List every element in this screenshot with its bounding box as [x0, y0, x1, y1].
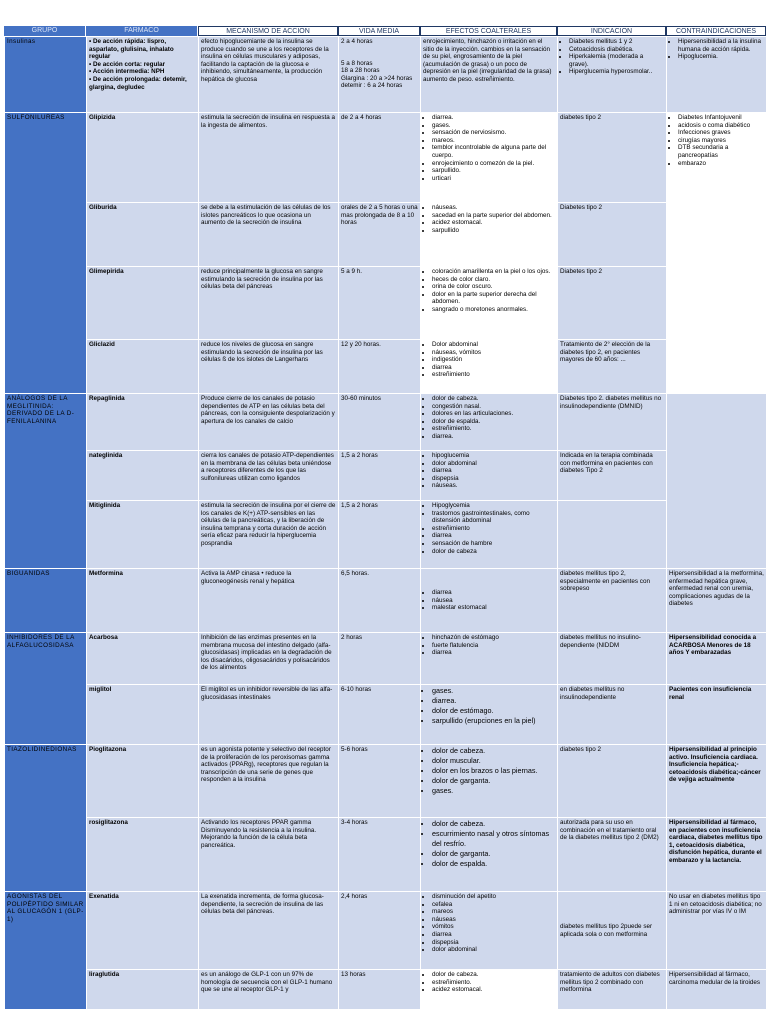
effect-item: • dolor de garganta.: [432, 776, 555, 786]
effect-item: • estreñimiento.: [432, 979, 555, 987]
table-row: [5, 501, 767, 569]
halflife-cell: 13 horas: [339, 970, 421, 1010]
effects-cell: [421, 569, 558, 633]
effect-item: • náuseas, vómitos: [432, 349, 555, 357]
group-cell: BIGUANIDAS: [5, 569, 87, 633]
contra-item: • cirugías mayores: [678, 137, 764, 145]
effect-item: • fuerte flatulencia: [432, 642, 555, 650]
contra-cell: [667, 394, 767, 569]
drug-cell: nateglinida: [87, 451, 199, 501]
group-cell: INHIBIDORES DE LA ALFAGLUCOSIDASA: [5, 633, 87, 745]
effect-item: • sensación de nerviosismo.: [432, 129, 555, 137]
effect-item: • gases.: [432, 786, 555, 796]
indication-cell: diabetes tipo 2: [558, 113, 667, 203]
contra-cell: [667, 37, 767, 113]
effect-item: • sarpullido.: [432, 167, 555, 175]
effects-cell: [421, 685, 558, 745]
table-row: [5, 451, 767, 501]
effects-cell: [421, 203, 558, 267]
effects-cell: [421, 970, 558, 1010]
drug-cell: miglitol: [87, 685, 199, 745]
halflife-cell: 6-10 horas: [339, 685, 421, 745]
effects-cell: [421, 394, 558, 451]
table-header: [4, 26, 766, 36]
indication-item: • Diabetes mellitus 1 y 2: [569, 38, 664, 46]
mechanism-cell: Activando los receptores PPAR gamma Disminuyendo la resistencia a la insulina. Mejorando la función de la célula beta pancreática.: [199, 818, 339, 892]
effect-item: • temblor incontrolable de alguna parte del cuerpo.: [432, 144, 555, 159]
effect-item: • diarrea.: [432, 696, 555, 706]
effect-item: • sacedad en la parte superior del abdomen.: [432, 212, 555, 220]
group-cell: Insulinas: [5, 37, 87, 113]
indication-cell: en diabetes mellitus no insulinodependiente: [558, 685, 667, 745]
effect-item: • dolor abdominal: [432, 946, 555, 954]
contra-item: • Diabetes Infantojuvenil: [678, 114, 764, 122]
indication-cell: [558, 501, 667, 569]
contra-cell: Pacientes con insuficiencia renal: [667, 685, 767, 745]
effect-item: • sarpullido (erupciones en la piel): [432, 716, 555, 726]
effect-item: • dolor de cabeza: [432, 548, 555, 556]
group-cell: TIAZOLIDINEDIONAS: [5, 745, 87, 892]
mechanism-cell: Activa la AMP cinasa • reduce la gluconeogénesis renal y hepática: [199, 569, 339, 633]
effect-item: • acidez estomacal.: [432, 219, 555, 227]
drug-cell: Repaglinida: [87, 394, 199, 451]
mechanism-cell: Produce cierre de los canales de potasio dependientes de ATP en las células beta del páncreas, con la consiguiente despolarización y apertura de los canales de calcio: [199, 394, 339, 451]
effect-item: • enrojecimiento o comezón de la piel.: [432, 160, 555, 168]
effect-item: • disminución del apetito: [432, 893, 555, 901]
drug-cell: [87, 37, 199, 113]
table-row: [5, 569, 767, 633]
indication-cell: diabetes mellitus tipo 2puede ser aplicada sola o con metformina: [558, 892, 667, 970]
header-farmaco: FARMACO: [86, 26, 198, 36]
mechanism-cell: efecto hipoglucemiante de la insulina se produce cuando se une a los receptores de la insulina en células musculares y adiposas, facilitando la captación de la glucosa e inhibiendo, simultáneamente, la producción hepática de glucosa: [199, 37, 339, 113]
indication-cell: autorizada para su uso en combinación en el tratamiento oral de la diabetes mellitus tipo 2 (DM2): [558, 818, 667, 892]
halflife-cell: orales de 2 a 5 horas o una mas prolongada de 8 a 10 horas: [339, 203, 421, 267]
table-row: [5, 37, 767, 113]
effect-item: • diarrea: [432, 931, 555, 939]
effects-cell: [421, 818, 558, 892]
halflife-cell: 1,5 a 2 horas: [339, 501, 421, 569]
drug-cell: Mitiglinida: [87, 501, 199, 569]
halflife-cell: [339, 37, 421, 113]
table-row: [5, 267, 767, 340]
drug-cell: Gliclazid: [87, 340, 199, 394]
effect-item: • escurrimiento nasal y otros síntomas del resfrío.: [432, 829, 555, 849]
contra-item: • DTB secundaria a pancreopatías: [678, 144, 764, 159]
effect-item: • estreñimiento: [432, 525, 555, 533]
drug-cell: Glipizida: [87, 113, 199, 203]
table-row: [5, 394, 767, 451]
mechanism-cell: reduce los niveles de glucosa en sangre estimulando la secreción de insulina por las células ß de los islotes de Langerhans: [199, 340, 339, 394]
effect-item: • estreñimiento: [432, 371, 555, 379]
effect-item: • congestión nasal.: [432, 403, 555, 411]
contra-cell: [667, 113, 767, 394]
indication-cell: diabetes mellitus no insulino-dependiente (NIDDM: [558, 633, 667, 685]
effects-cell: [421, 267, 558, 340]
group-cell: SULFONILUREAS: [5, 113, 87, 394]
effect-item: • náuseas.: [432, 482, 555, 490]
indication-item: • Cetoacidosis diabética.: [569, 46, 664, 54]
drug-line: • De acción prolongada: detemir, glargina, degludec: [89, 75, 187, 91]
mechanism-cell: reduce principalmente la glucosa en sangre estimulando la secreción de insulina por las células beta del páncreas: [199, 267, 339, 340]
halflife-cell: 5-6 horas: [339, 745, 421, 818]
halflife-cell: 2,4 horas: [339, 892, 421, 970]
drug-cell: Gliburida: [87, 203, 199, 267]
indication-cell: diabetes tipo 2: [558, 745, 667, 818]
effect-item: • diarrea: [432, 364, 555, 372]
group-cell: ANÁLOGOS DE LA MEGLITINIDA: DERIVADO DE LA D-FENILALANINA: [5, 394, 87, 569]
mechanism-cell: estimula la secreción de insulina por el cierre de los canales de K(+) ATP-sensibles en las células de la pancreáticas, y la liberación de insulina temprana y corta duración de acción sería eficaz para reducir la hiperglucemia posprandia: [199, 501, 339, 569]
effect-item: • Hipoglycemia: [432, 502, 555, 510]
effect-item: • orina de color oscuro.: [432, 283, 555, 291]
effect-item: • trastornos gastrointestinales, como distensión abdominal: [432, 510, 555, 525]
indication-cell: Diabetes tipo 2: [558, 267, 667, 340]
indication-cell: Diabetes tipo 2: [558, 203, 667, 267]
mechanism-cell: cierra los canales de potasio ATP-dependientes en la membrana de las células beta uniéndose a receptores diferentes de los que las sulfonilureas utilizan como ligandos: [199, 451, 339, 501]
contra-cell: Hipersensibilidad conocida a ACARBOSA Menores de 18 años Y embarazadas: [667, 633, 767, 685]
effect-item: • diarrea.: [432, 433, 555, 441]
effects-cell: [421, 340, 558, 394]
header-mecanismo: MECANISMO DE ACCION: [198, 26, 338, 36]
effect-item: • hinchazón de estómago: [432, 634, 555, 642]
effect-item: • dolor en los brazos o las piernas.: [432, 766, 555, 776]
indication-cell: diabetes mellitus tipo 2, especialmente en pacientes con sobrepeso: [558, 569, 667, 633]
effect-item: • indigestión: [432, 356, 555, 364]
effect-item: • cefalea: [432, 901, 555, 909]
effect-item: • malestar estomacal: [432, 604, 555, 612]
contra-cell: No usar en diabetes mellitus tipo 1 ni en cetoacidosis diabética; no administrar por vías IV o IM: [667, 892, 767, 970]
drug-cell: Glimepirida: [87, 267, 199, 340]
group-cell: AGONISTAS DEL POLIPÉPTIDO SIMILAR AL GLUCAGÓN 1 (GLP-1): [5, 892, 87, 1010]
contra-cell: Hipersensibilidad al fármaco, carcinoma medular de la tiroides: [667, 970, 767, 1010]
table-row: [5, 685, 767, 745]
drug-cell: Acarbosa: [87, 633, 199, 685]
effect-item: • hipoglucemia: [432, 452, 555, 460]
table-row: [5, 892, 767, 970]
effect-item: • gases.: [432, 122, 555, 130]
effect-item: • dolor de estómago.: [432, 706, 555, 716]
drug-cell: liraglutida: [87, 970, 199, 1010]
effect-item: • estreñimiento.: [432, 425, 555, 433]
effects-cell: [421, 113, 558, 203]
table-row: [5, 970, 767, 1010]
effect-item: • Dolor abdominal: [432, 341, 555, 349]
header-efectos: EFECTOS COALTERALES: [420, 26, 557, 36]
halflife-line: Glargina : 20 a >24 horas: [341, 74, 413, 82]
table-row: [5, 113, 767, 203]
indication-item: • Hiperkalemia (moderada a grave).: [569, 53, 664, 68]
indication-cell: tratamiento de adultos con diabetes mellitus tipo 2 combinado con metformina: [558, 970, 667, 1010]
effects-cell: [421, 451, 558, 501]
contra-item: • Hipoglucemia.: [678, 53, 764, 61]
table-row: [5, 203, 767, 267]
effect-item: • dolor de cabeza.: [432, 746, 555, 756]
header-indicacion: INDICACION: [557, 26, 666, 36]
drug-line: • De acción corta: regular: [89, 60, 166, 68]
halflife-line: 2 a 4 horas: [341, 38, 373, 45]
indication-cell: Indicada en la terapia combinada con metformina en pacientes con diabetes Tipo 2: [558, 451, 667, 501]
drug-line: • De acción rápida: lispro, asparlato, glulisina, inhalato regular: [89, 38, 174, 61]
mechanism-cell: estimula la secreción de insulina en respuesta a la ingesta de alimentos.: [199, 113, 339, 203]
effect-item: • dolores en las articulaciones.: [432, 410, 555, 418]
effect-item: • sangrado o moretones anormales.: [432, 306, 555, 314]
effect-item: • mareos.: [432, 137, 555, 145]
effect-item: • heces de color claro.: [432, 276, 555, 284]
contra-cell: Hipersensibilidad a la metformina, enfermedad hepática grave, enfermedad renal con uremia, complicaciones agudas de la diabetes: [667, 569, 767, 633]
drug-cell: Pioglitazona: [87, 745, 199, 818]
drug-cell: Exenatida: [87, 892, 199, 970]
halflife-cell: 5 a 9 h.: [339, 267, 421, 340]
halflife-cell: 6,5 horas.: [339, 569, 421, 633]
effects-cell: [421, 745, 558, 818]
effect-item: • mareos: [432, 908, 555, 916]
effect-item: • sensación de hambre: [432, 540, 555, 548]
halflife-line: 18 a 28 horas: [341, 67, 380, 75]
table-row: [5, 818, 767, 892]
effect-item: • sarpullido: [432, 227, 555, 235]
table-row: [5, 633, 767, 685]
effect-item: • diarrea: [432, 649, 555, 657]
effects-cell: [421, 501, 558, 569]
contra-item: • embarazo: [678, 160, 764, 168]
header-vida-media: VIDA MEDIA: [338, 26, 420, 36]
effect-item: • gases.: [432, 686, 555, 696]
mechanism-cell: El miglitol es un inhibidor reversible de las alfa-glucosidasas intestinales: [199, 685, 339, 745]
effect-item: • náusea: [432, 597, 555, 605]
effect-item: • dolor de cabeza.: [432, 395, 555, 403]
halflife-line: detemir : 6 a 24 horas: [341, 82, 403, 90]
effect-item: • dolor de garganta.: [432, 849, 555, 859]
mechanism-cell: Inhibición de las enzimas presentes en la membrana mucosa del intestino delgado (alfa-glucosidasas) implicadas en la degradación de los disacáridos, oligosacáridos y polisacáridos de los alimentos: [199, 633, 339, 685]
halflife-cell: 1,5 a 2 horas: [339, 451, 421, 501]
effect-item: • dolor en la parte superior derecha del abdomen.: [432, 291, 555, 306]
contra-item: • Hipersensibilidad a la insulina humana de acción rápida.: [678, 38, 764, 53]
drug-table: [4, 36, 767, 1010]
contra-cell: Hipersensibilidad al principio activo. Insuficiencia cardiaca. Insuficiencia hepática;-cetoacidosis diabética;-cáncer de vejiga actualmente: [667, 745, 767, 818]
halflife-cell: de 2 a 4 horas: [339, 113, 421, 203]
effect-item: • diarrea: [432, 467, 555, 475]
contra-item: • acidosis o coma diabético: [678, 122, 764, 130]
contra-item: • Infecciones graves: [678, 129, 764, 137]
effect-item: • dolor abdominal: [432, 460, 555, 468]
halflife-cell: 12 y 20 horas.: [339, 340, 421, 394]
halflife-line: 5 a 8 horas: [341, 59, 373, 67]
effect-item: • náuseas.: [432, 204, 555, 212]
mechanism-cell: es un agonista potente y selectivo del receptor de la proliferación de los peroxisomas gamma activados (PPARg), receptores que regulan la transcripción de una serie de genes que responden a la insulina: [199, 745, 339, 818]
halflife-cell: 2 horas: [339, 633, 421, 685]
effect-item: • diarrea: [432, 589, 555, 597]
mechanism-cell: La exenatida incrementa, de forma glucosa-dependiente, la secreción de insulina de las células beta del páncreas.: [199, 892, 339, 970]
effect-item: • dispepsia: [432, 475, 555, 483]
table-row: [5, 745, 767, 818]
indication-cell: Diabetes tipo 2. diabetes mellitus no insulinodependiente (DMNID): [558, 394, 667, 451]
effects-cell: [421, 892, 558, 970]
effect-item: • dolor muscular.: [432, 756, 555, 766]
drug-cell: rosiglitazona: [87, 818, 199, 892]
effect-item: • náuseas: [432, 916, 555, 924]
effect-item: • dispepsia: [432, 939, 555, 947]
header-contraindicaciones: CONTRAINDICACIONES: [666, 26, 766, 36]
effect-item: • vómitos: [432, 923, 555, 931]
effect-item: • urticari: [432, 175, 555, 183]
effect-item: • dolor de espalda.: [432, 859, 555, 869]
effect-item: • diarrea: [432, 532, 555, 540]
contra-cell: Hipersensibilidad al fármaco, en pacientes con insuficiencia cardiaca, diabetes mellitus tipo 1, cetoacidosis diabética, disfunción hepática, durante el embarazo y la lactancia.: [667, 818, 767, 892]
drug-cell: Metformina: [87, 569, 199, 633]
indication-cell: [558, 37, 667, 113]
header-grupo: GRUPO: [4, 26, 86, 36]
effect-item: • diarrea.: [432, 114, 555, 122]
mechanism-cell: se debe a la estimulación de las células de los islotes pancreáticos lo que ocasiona un aumento de la secreción de insulina: [199, 203, 339, 267]
mechanism-cell: es un análogo de GLP-1 con un 97% de homología de secuencia con el GLP-1 humano que se une al receptor GLP-1 y: [199, 970, 339, 1010]
effects-cell: [421, 633, 558, 685]
effect-item: • acidez estomacal.: [432, 986, 555, 994]
effect-item: • dolor de cabeza.: [432, 971, 555, 979]
halflife-cell: 3-4 horas: [339, 818, 421, 892]
indication-item: • Hiperglucemia hyperosmolar..: [569, 68, 664, 76]
effect-item: • dolor de cabeza.: [432, 819, 555, 829]
drug-line: • Acción intermedia: NPH: [89, 68, 165, 76]
halflife-cell: 30-60 minutos: [339, 394, 421, 451]
table-row: [5, 340, 767, 394]
indication-cell: Tratamiento de 2° elección de la diabetes tipo 2, en pacientes mayores de 60 años: ...: [558, 340, 667, 394]
effects-cell: enrojecimiento, hinchazón o irritación en el sitio de la inyección. cambios en la sensación de su piel, engrosamiento de la piel (acumulación de grasa) o un poco de depresión en la piel (irregularidad de la grasa) aumento de peso. estreñimiento.: [421, 37, 558, 113]
effect-item: • dolor de espalda.: [432, 418, 555, 426]
effect-item: • coloración amarillenta en la piel o los ojos.: [432, 268, 555, 276]
